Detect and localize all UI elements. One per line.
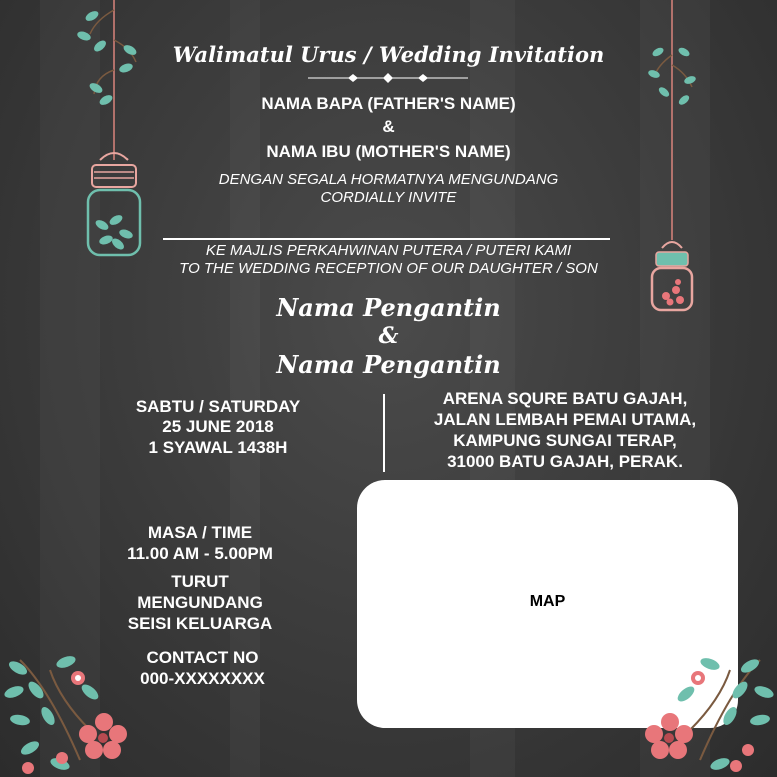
vertical-divider (383, 394, 385, 472)
contact-label: CONTACT NO (146, 648, 259, 667)
contact-number: 000-XXXXXXXX (140, 669, 265, 688)
floral-corner-right-icon (640, 650, 777, 777)
venue-line-2: JALAN LEMBAH PEMAI UTAMA, (433, 410, 697, 429)
bride-groom-name-1: Nama Pengantin (276, 293, 501, 322)
invite-english: CORDIALLY INVITE (320, 189, 457, 206)
time-label: MASA / TIME (147, 523, 253, 542)
time-value: 11.00 AM - 5.00PM (127, 544, 273, 563)
ornament-divider-icon (308, 70, 468, 86)
parents-ampersand: & (382, 117, 395, 136)
wedding-hijri-date: 1 SYAWAL 1438H (148, 438, 288, 457)
reception-malay: KE MAJLIS PERKAHWINAN PUTERA / PUTERI KAMI (205, 242, 572, 259)
floral-corner-left-icon (0, 650, 150, 777)
mother-name: NAMA IBU (MOTHER'S NAME) (266, 142, 511, 161)
section-divider (163, 238, 610, 240)
invite-malay: DENGAN SEGALA HORMATNYA MENGUNDANG (218, 171, 559, 188)
venue-line-4: 31000 BATU GAJAH, PERAK. (447, 452, 683, 471)
family-line-1: TURUT (171, 572, 229, 591)
reception-english: TO THE WEDDING RECEPTION OF OUR DAUGHTER / SON (179, 260, 598, 277)
invitation-title: Walimatul Urus / Wedding Invitation (172, 42, 605, 67)
venue-line-1: ARENA SQURE BATU GAJAH, (442, 389, 688, 408)
map-label: MAP (529, 593, 566, 610)
venue-line-3: KAMPUNG SUNGAI TERAP, (453, 431, 677, 450)
family-line-3: SEISI KELUARGA (127, 614, 273, 633)
bride-groom-name-2: Nama Pengantin (276, 350, 501, 379)
father-name: NAMA BAPA (FATHER'S NAME) (261, 94, 516, 113)
couple-ampersand: & (378, 323, 399, 349)
wedding-date: 25 JUNE 2018 (162, 417, 274, 436)
wedding-day: SABTU / SATURDAY (135, 397, 301, 416)
family-line-2: MENGUNDANG (137, 593, 263, 612)
